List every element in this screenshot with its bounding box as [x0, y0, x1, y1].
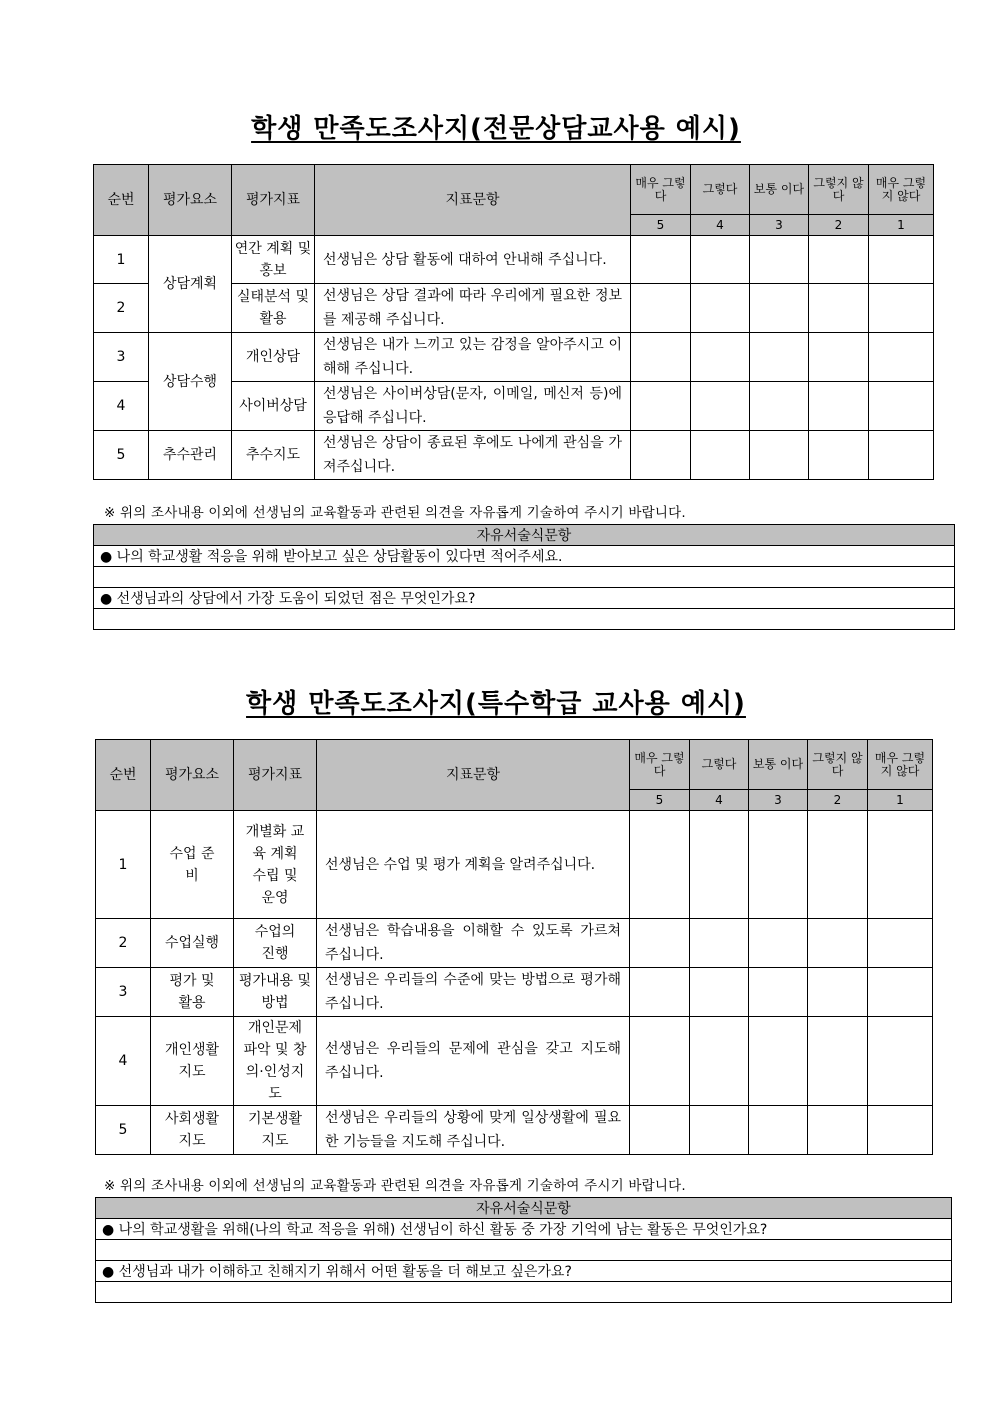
header-scale-3: 보통 이다 — [750, 165, 809, 215]
question-text: 선생님과의 상담에서 가장 도움이 되었던 점은 무엇인가요? — [116, 591, 476, 607]
row-indicator: 사이버상담 — [232, 382, 315, 431]
row-element: 수업 준비 — [151, 811, 234, 919]
rating-cell[interactable] — [690, 919, 749, 968]
row-indicator: 기본생활 지도 — [234, 1106, 317, 1155]
header-scale-1: 매우 그렇지 않다 — [869, 165, 934, 215]
rating-cell[interactable] — [631, 431, 691, 480]
rating-cell[interactable] — [869, 333, 934, 382]
score-5: 5 — [630, 790, 690, 811]
row-element: 상담계획 — [149, 236, 232, 333]
header-no: 순번 — [94, 165, 149, 236]
score-2: 2 — [809, 215, 869, 236]
score-3: 3 — [749, 790, 808, 811]
rating-cell[interactable] — [631, 382, 691, 431]
row-statement: 선생님은 상담 결과에 따라 우리에게 필요한 정보를 제공해 주십니다. — [315, 284, 631, 333]
row-element: 사회생활 지도 — [151, 1106, 234, 1155]
header-statement: 지표문항 — [315, 165, 631, 236]
row-indicator: 개별화 교육 계획 수립 및 운영 — [234, 811, 317, 919]
rating-cell[interactable] — [750, 284, 809, 333]
table-row — [96, 1017, 933, 1106]
rating-cell[interactable] — [868, 1017, 933, 1106]
score-5: 5 — [631, 215, 691, 236]
row-statement: 선생님은 내가 느끼고 있는 감정을 알아주시고 이해해 주십니다. — [315, 333, 631, 382]
free-answer-2[interactable] — [94, 609, 955, 630]
row-no: 5 — [94, 431, 149, 480]
row-statement: 선생님은 우리들의 상황에 맞게 일상생활에 필요한 기능들을 지도해 주십니다. — [317, 1106, 630, 1155]
rating-cell[interactable] — [808, 968, 868, 1017]
row-indicator: 추수지도 — [232, 431, 315, 480]
score-4: 4 — [691, 215, 750, 236]
row-statement: 선생님은 우리들의 수준에 맞는 방법으로 평가해 주십니다. — [317, 968, 630, 1017]
survey2-table — [95, 739, 933, 1155]
rating-cell[interactable] — [749, 1106, 808, 1155]
rating-cell[interactable] — [630, 968, 690, 1017]
row-indicator: 실태분석 및 활용 — [232, 284, 315, 333]
rating-cell[interactable] — [809, 236, 869, 284]
row-element: 상담수행 — [149, 333, 232, 431]
header-scale-4: 그렇다 — [690, 740, 749, 790]
rating-cell[interactable] — [808, 1106, 868, 1155]
question-text: 선생님과 내가 이해하고 친해지기 위해서 어떤 활동을 더 해보고 싶은가요? — [118, 1264, 572, 1280]
rating-cell[interactable] — [691, 284, 750, 333]
rating-cell[interactable] — [809, 333, 869, 382]
rating-cell[interactable] — [630, 919, 690, 968]
score-4: 4 — [690, 790, 749, 811]
row-statement: 선생님은 우리들의 문제에 관심을 갖고 지도해 주십니다. — [317, 1017, 630, 1106]
table-row — [96, 968, 933, 1017]
survey2-title: 학생 만족도조사지(특수학급 교사용 예시) — [246, 689, 746, 719]
row-statement: 선생님은 학습내용을 이해할 수 있도록 가르쳐 주십니다. — [317, 919, 630, 968]
question-text: 나의 학교생활을 위해(나의 학교 적응을 위해) 선생님이 하신 활동 중 가장 기억에 남는 활동은 무엇인가요? — [118, 1222, 768, 1238]
rating-cell[interactable] — [809, 431, 869, 480]
row-no: 5 — [96, 1106, 151, 1155]
header-scale-2: 그렇지 않다 — [808, 740, 868, 790]
rating-cell[interactable] — [749, 919, 808, 968]
header-element: 평가요소 — [149, 165, 232, 236]
rating-cell[interactable] — [690, 968, 749, 1017]
row-indicator: 개인문제 파악 및 창의·인성지도 — [234, 1017, 317, 1106]
rating-cell[interactable] — [749, 968, 808, 1017]
bullet-icon: ● — [102, 1264, 115, 1280]
rating-cell[interactable] — [749, 1017, 808, 1106]
row-indicator: 개인상담 — [232, 333, 315, 382]
rating-cell[interactable] — [631, 284, 691, 333]
row-no: 2 — [96, 919, 151, 968]
header-element: 평가요소 — [151, 740, 234, 811]
header-scale-3: 보통 이다 — [749, 740, 808, 790]
row-indicator: 평가내용 및 방법 — [234, 968, 317, 1017]
rating-cell[interactable] — [808, 811, 868, 919]
header-scale-5: 매우 그렇다 — [631, 165, 691, 215]
table-row — [94, 333, 934, 382]
row-statement: 선생님은 사이버상담(문자, 이메일, 메신저 등)에 응답해 주십니다. — [315, 382, 631, 431]
rating-cell[interactable] — [691, 431, 750, 480]
rating-cell[interactable] — [868, 1106, 933, 1155]
row-no: 1 — [96, 811, 151, 919]
row-element: 평가 및 활용 — [151, 968, 234, 1017]
free-answer-1[interactable] — [96, 1240, 952, 1261]
survey2-free-response — [95, 1197, 952, 1303]
free-answer-2[interactable] — [96, 1282, 952, 1303]
rating-cell[interactable] — [809, 284, 869, 333]
rating-cell[interactable] — [750, 431, 809, 480]
rating-cell[interactable] — [690, 811, 749, 919]
row-no: 3 — [94, 333, 149, 382]
free-header: 자유서술식문항 — [96, 1198, 952, 1219]
row-element: 추수관리 — [149, 431, 232, 480]
row-statement: 선생님은 상담 활동에 대하여 안내해 주십니다. — [315, 236, 631, 284]
survey1-note: ※ 위의 조사내용 이외에 선생님의 교육활동과 관련된 의견을 자유롭게 기술하여 주시기 바랍니다. — [104, 505, 686, 521]
survey1-table — [93, 164, 934, 480]
row-no: 2 — [94, 284, 149, 333]
rating-cell[interactable] — [750, 236, 809, 284]
header-indicator: 평가지표 — [234, 740, 317, 811]
survey2-note: ※ 위의 조사내용 이외에 선생님의 교육활동과 관련된 의견을 자유롭게 기술하여 주시기 바랍니다. — [104, 1178, 686, 1194]
rating-cell[interactable] — [691, 333, 750, 382]
free-answer-1[interactable] — [94, 567, 955, 588]
row-no: 3 — [96, 968, 151, 1017]
free-question-1 — [96, 1219, 952, 1240]
rating-cell[interactable] — [691, 236, 750, 284]
header-scale-4: 그렇다 — [691, 165, 750, 215]
row-element: 수업실행 — [151, 919, 234, 968]
rating-cell[interactable] — [630, 811, 690, 919]
rating-cell[interactable] — [869, 236, 934, 284]
table-row — [96, 811, 933, 919]
rating-cell[interactable] — [691, 382, 750, 431]
rating-cell[interactable] — [869, 382, 934, 431]
rating-cell[interactable] — [690, 1017, 749, 1106]
bullet-icon: ● — [100, 591, 113, 607]
rating-cell[interactable] — [869, 431, 934, 480]
question-text: 나의 학교생활 적응을 위해 받아보고 싶은 상담활동이 있다면 적어주세요. — [116, 549, 563, 565]
free-header: 자유서술식문항 — [94, 525, 955, 546]
rating-cell[interactable] — [690, 1106, 749, 1155]
row-element: 개인생활 지도 — [151, 1017, 234, 1106]
rating-cell[interactable] — [750, 382, 809, 431]
rating-cell[interactable] — [868, 811, 933, 919]
rating-cell[interactable] — [630, 1017, 690, 1106]
header-no: 순번 — [96, 740, 151, 811]
table-row — [96, 919, 933, 968]
row-statement: 선생님은 상담이 종료된 후에도 나에게 관심을 가져주십니다. — [315, 431, 631, 480]
row-indicator: 연간 계획 및 홍보 — [232, 236, 315, 284]
row-statement: 선생님은 수업 및 평가 계획을 알려주십니다. — [317, 811, 630, 919]
header-scale-5: 매우 그렇다 — [630, 740, 690, 790]
header-scale-2: 그렇지 않다 — [809, 165, 869, 215]
rating-cell[interactable] — [749, 811, 808, 919]
rating-cell[interactable] — [808, 919, 868, 968]
row-no: 4 — [96, 1017, 151, 1106]
free-question-2 — [94, 588, 955, 609]
bullet-icon: ● — [102, 1222, 115, 1238]
rating-cell[interactable] — [630, 1106, 690, 1155]
score-3: 3 — [750, 215, 809, 236]
row-no: 1 — [94, 236, 149, 284]
score-1: 1 — [868, 790, 933, 811]
rating-cell[interactable] — [868, 968, 933, 1017]
rating-cell[interactable] — [868, 919, 933, 968]
rating-cell[interactable] — [750, 333, 809, 382]
header-scale-1: 매우 그렇지 않다 — [868, 740, 933, 790]
rating-cell[interactable] — [808, 1017, 868, 1106]
row-no: 4 — [94, 382, 149, 431]
bullet-icon: ● — [100, 549, 113, 565]
rating-cell[interactable] — [869, 284, 934, 333]
table-row — [94, 431, 934, 480]
free-question-1 — [94, 546, 955, 567]
rating-cell[interactable] — [631, 236, 691, 284]
rating-cell[interactable] — [631, 333, 691, 382]
header-indicator: 평가지표 — [232, 165, 315, 236]
survey1-free-response — [93, 524, 955, 630]
free-question-2 — [96, 1261, 952, 1282]
survey1-title: 학생 만족도조사지(전문상담교사용 예시) — [251, 114, 741, 144]
score-1: 1 — [869, 215, 934, 236]
rating-cell[interactable] — [809, 382, 869, 431]
header-statement: 지표문항 — [317, 740, 630, 811]
score-2: 2 — [808, 790, 868, 811]
table-row — [96, 1106, 933, 1155]
table-row — [94, 236, 934, 284]
row-indicator: 수업의 진행 — [234, 919, 317, 968]
